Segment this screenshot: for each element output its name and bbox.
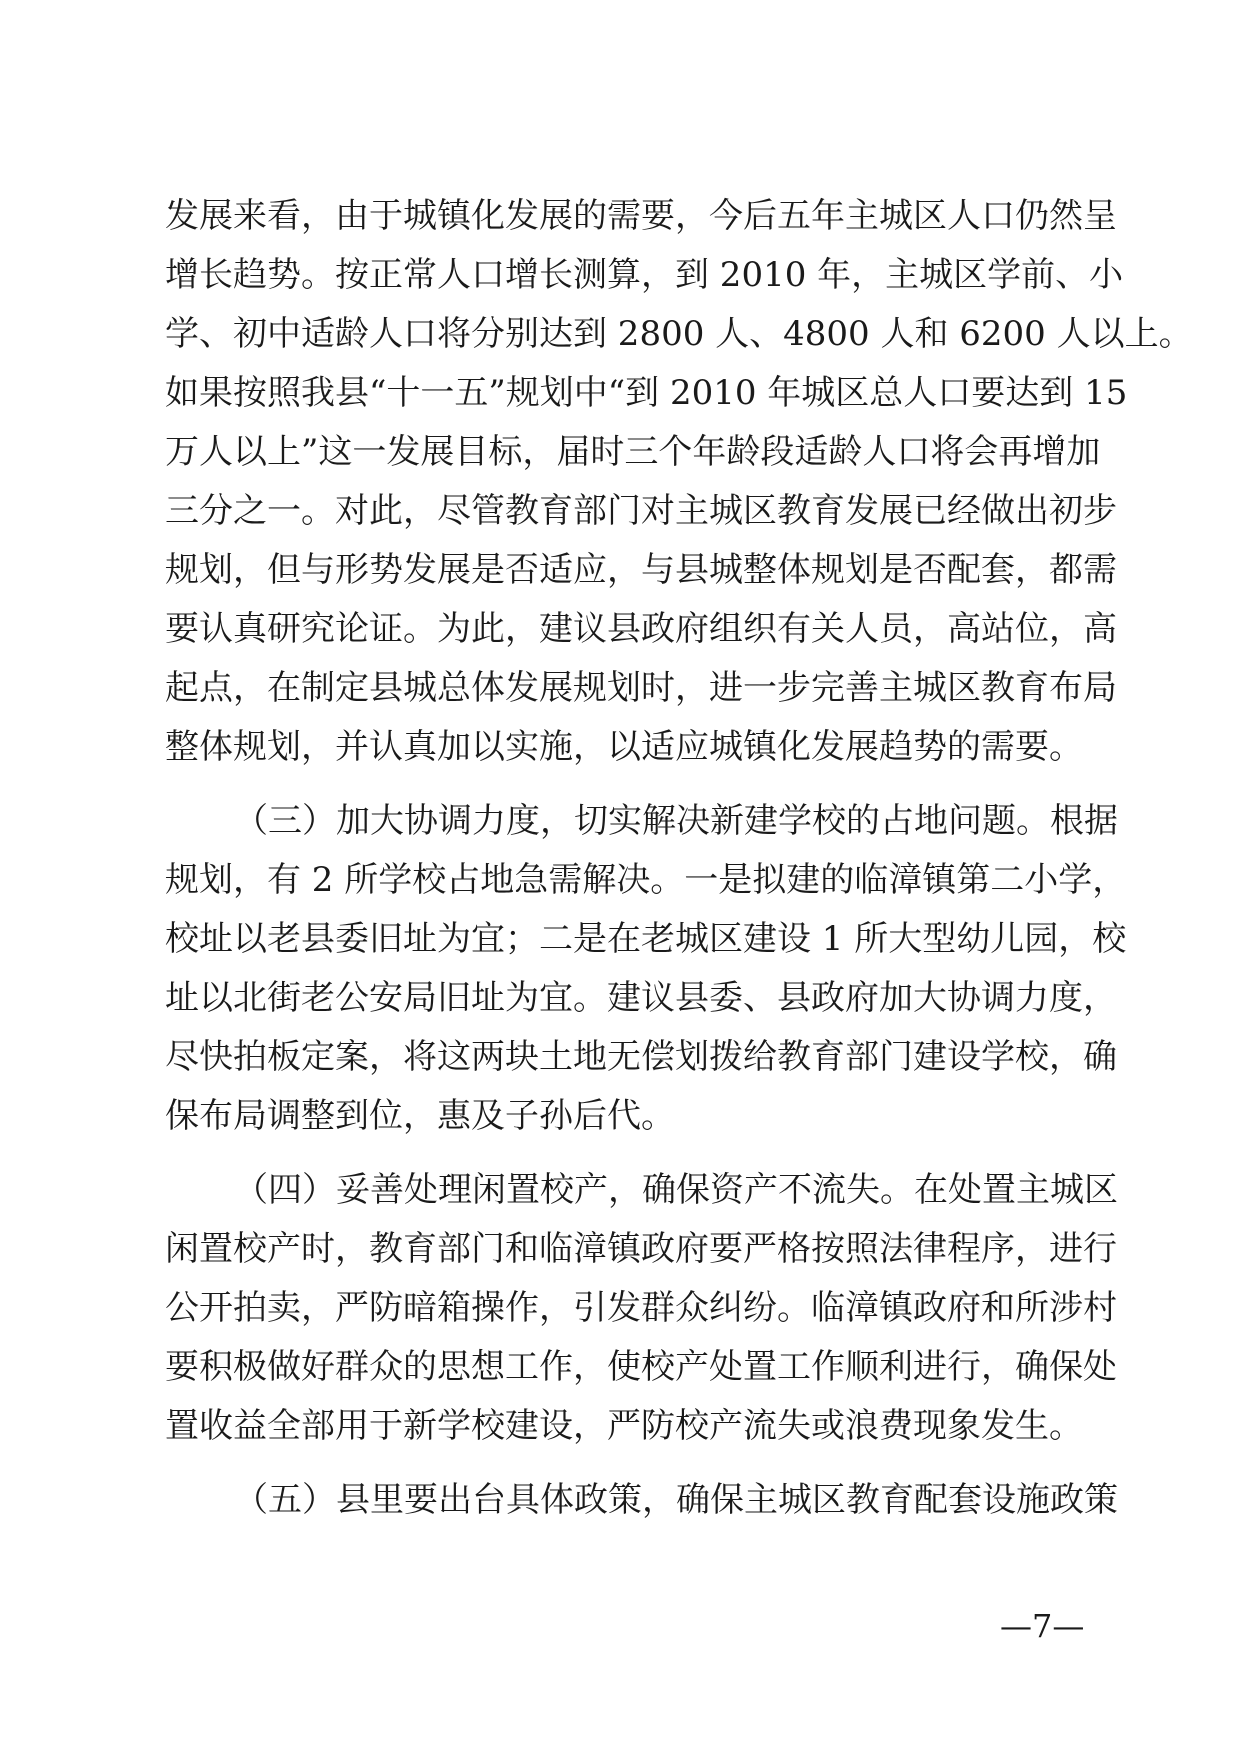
text-line: 整体规划，并认真加以实施，以适应城镇化发展趋势的需要。 [165,727,1083,767]
text-line: 发展来看，由于城镇化发展的需要，今后五年主城区人口仍然呈 [165,196,1117,236]
text-line: 万人以上”这一发展目标，届时三个年龄段适龄人口将会再增加 [165,432,1101,472]
text-line: 址以北街老公安局旧址为宜。建议县委、县政府加大协调力度， [165,978,1117,1018]
text-line: 要认真研究论证。为此，建议县政府组织有关人员，高站位，高 [165,609,1117,649]
text-line: 三分之一。对此，尽管教育部门对主城区教育发展已经做出初步 [165,491,1117,531]
section-heading-line: （四）妥善处理闲置校产，确保资产不流失。在处置主城区 [234,1170,1118,1210]
page-number: —7— [1000,1607,1085,1645]
text-line: 如果按照我县“十一五”规划中“到 2010 年城区总人口要达到 15 [165,373,1128,413]
text-line: 起点，在制定县城总体发展规划时，进一步完善主城区教育布局 [165,668,1117,708]
text-line: 公开拍卖，严防暗箱操作，引发群众纠纷。临漳镇政府和所涉村 [165,1288,1117,1328]
section-heading-line: （五）县里要出台具体政策，确保主城区教育配套设施政策 [234,1480,1118,1520]
text-line: 规划，但与形势发展是否适应，与县城整体规划是否配套，都需 [165,550,1117,590]
text-line: 闲置校产时，教育部门和临漳镇政府要严格按照法律程序，进行 [165,1229,1117,1269]
text-line: 尽快拍板定案，将这两块土地无偿划拨给教育部门建设学校，确 [165,1037,1117,1077]
text-line: 增长趋势。按正常人口增长测算，到 2010 年，主城区学前、小 [165,255,1124,295]
text-line: 校址以老县委旧址为宜；二是在老城区建设 1 所大型幼儿园，校 [165,919,1127,959]
text-line: 保布局调整到位，惠及子孙后代。 [165,1096,675,1136]
section-heading-line: （三）加大协调力度，切实解决新建学校的占地问题。根据 [234,801,1118,841]
text-line: 学、初中适龄人口将分别达到 2800 人、4800 人和 6200 人以上。 [165,314,1193,354]
text-line: 要积极做好群众的思想工作，使校产处置工作顺利进行，确保处 [165,1347,1117,1387]
text-line: 规划，有 2 所学校占地急需解决。一是拟建的临漳镇第二小学， [165,860,1127,900]
text-line: 置收益全部用于新学校建设，严防校产流失或浪费现象发生。 [165,1406,1083,1446]
